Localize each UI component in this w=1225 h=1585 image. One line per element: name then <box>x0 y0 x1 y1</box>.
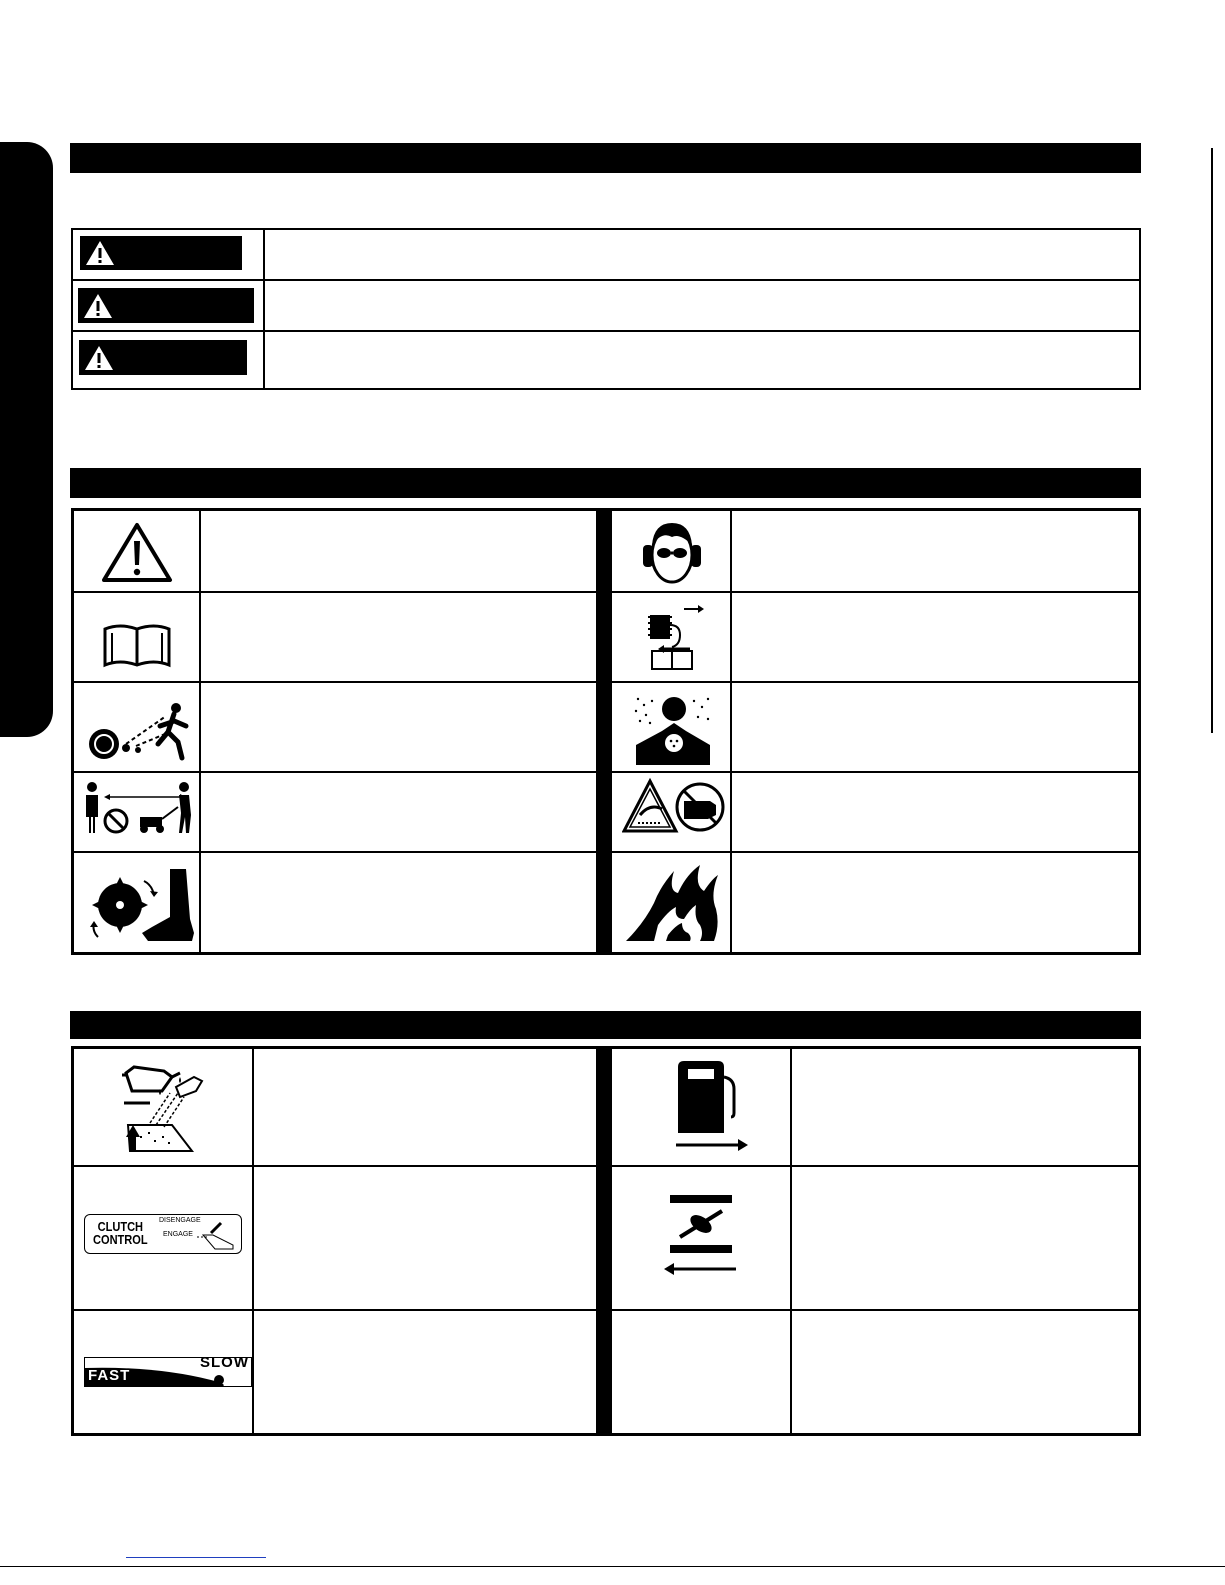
section-header-signal-words <box>70 143 1141 173</box>
warning-triangle-icon <box>85 240 115 266</box>
symbols-table <box>71 508 1141 955</box>
fuel-icon <box>672 1057 752 1153</box>
signal-label-danger <box>80 236 242 270</box>
clutch-engage-label: ENGAGE <box>163 1231 193 1238</box>
clutch-disengage-label: DISENGAGE <box>159 1217 201 1224</box>
thrown-objects-icon <box>86 696 196 764</box>
warning-triangle-icon <box>83 293 113 319</box>
throttle-icon <box>84 1354 252 1387</box>
signal-label-caution <box>79 340 247 375</box>
page-edge-mark <box>1211 148 1213 733</box>
choke-icon <box>660 1193 740 1275</box>
section-side-tab <box>0 142 53 737</box>
fire-icon <box>624 863 720 943</box>
throttle-fast-label: FAST <box>88 1367 131 1384</box>
clutch-decal-line2: CONTROL <box>93 1232 148 1247</box>
footer-link-underline[interactable] <box>126 1557 266 1558</box>
safety-alert-icon <box>101 521 173 583</box>
section-header-symbols <box>70 468 1141 498</box>
signal-words-table <box>71 228 1141 390</box>
footer-rule <box>0 1566 1225 1567</box>
section-header-controls <box>70 1011 1141 1039</box>
eye-ear-protection-icon <box>640 517 704 587</box>
controls-table <box>71 1046 1141 1436</box>
signal-label-warning <box>78 288 254 323</box>
keep-bystanders-away-icon <box>84 781 196 835</box>
oil-icon <box>120 1063 206 1155</box>
read-manual-icon <box>102 621 172 669</box>
warning-triangle-icon <box>84 345 114 371</box>
clutch-decal-title <box>93 1220 148 1246</box>
throttle-slow-label: SLOW <box>200 1354 249 1371</box>
clutch-decal-line1: CLUTCH <box>97 1219 144 1234</box>
clutch-lever-icon <box>197 1217 241 1251</box>
hot-surface-icon <box>622 775 726 839</box>
spark-plug-maintenance-icon <box>644 599 706 675</box>
clutch-control-icon <box>84 1214 242 1254</box>
rotating-blade-icon <box>84 863 196 945</box>
toxic-fumes-icon <box>632 691 714 767</box>
